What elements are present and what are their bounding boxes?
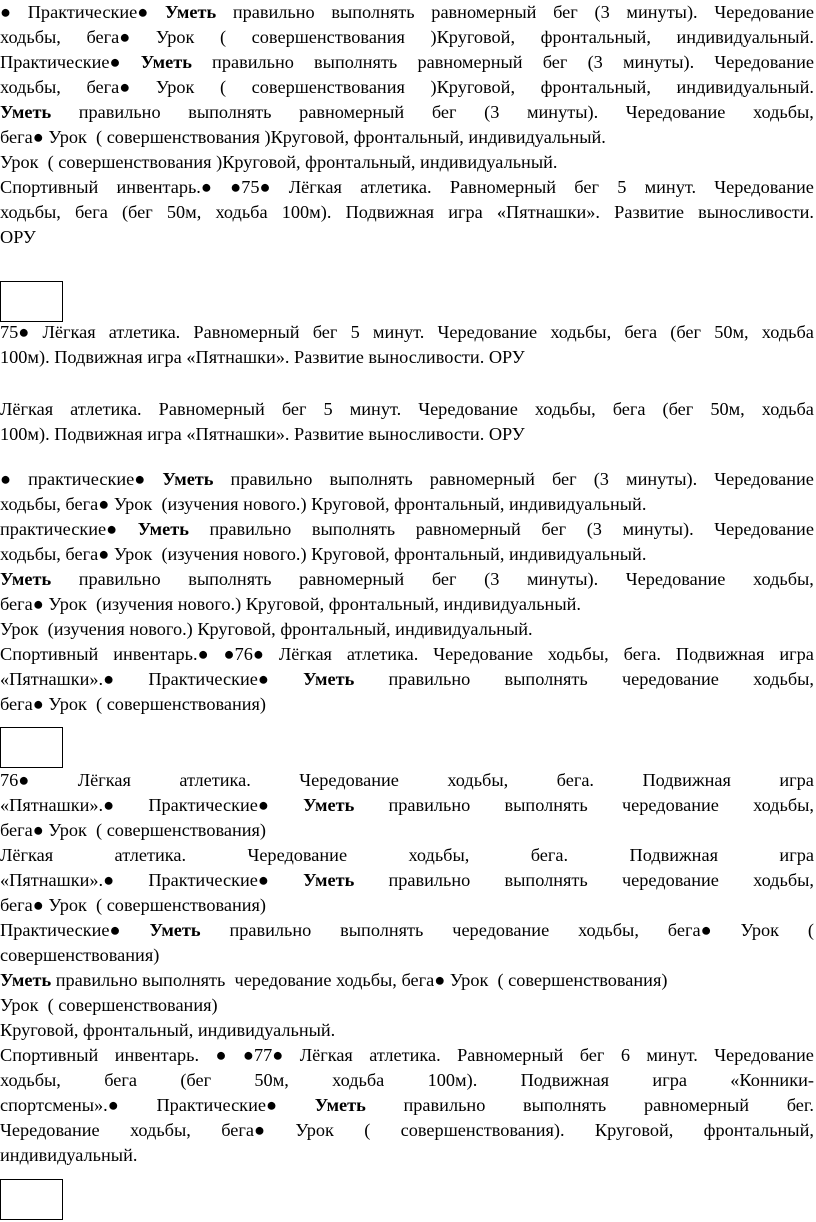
word: равномерный	[643, 1095, 750, 1115]
word: выполнять	[331, 2, 415, 22]
word: бега.	[530, 845, 569, 865]
word: ходьбы,	[753, 102, 814, 122]
word: выполнять	[504, 795, 588, 815]
word: Практические●	[156, 1095, 278, 1115]
word: Уметь	[149, 920, 201, 940]
word: бег	[281, 399, 307, 419]
word: ходьбы,	[408, 845, 470, 865]
word: равномерный	[429, 469, 535, 489]
word: совершенствования	[251, 77, 405, 97]
word: равномерный	[299, 569, 405, 589]
word: бега●	[221, 1120, 266, 1140]
word: Уметь	[303, 870, 355, 890]
text-line: совершенствования)	[0, 945, 160, 965]
word: ●	[0, 469, 12, 489]
word: минут.	[646, 1045, 698, 1065]
word: Практические●	[0, 52, 121, 72]
word: игра	[779, 644, 814, 664]
word: (	[807, 920, 814, 940]
word: минут.	[372, 322, 425, 342]
word: Чередование	[437, 322, 538, 342]
word: Лёгкая	[42, 322, 96, 342]
word: Уметь	[140, 52, 192, 72]
word: бега	[75, 202, 108, 222]
word: Равномерный	[193, 322, 300, 342]
word: (3	[593, 469, 609, 489]
word: Практические●	[148, 669, 269, 689]
word: )Круговой,	[430, 27, 516, 47]
word: игра	[779, 845, 814, 865]
word: 5	[323, 399, 333, 419]
word: бега	[624, 322, 658, 342]
word: ходьбы,	[578, 920, 639, 940]
word: Уметь	[314, 1095, 366, 1115]
word: минуты).	[622, 519, 694, 539]
word: 50м,	[166, 202, 202, 222]
word: атлетика.	[179, 770, 251, 790]
word: правильно	[230, 469, 313, 489]
word: 50м,	[254, 1070, 289, 1090]
word: фронтальный,	[540, 27, 651, 47]
word: ходьбы,	[753, 870, 814, 890]
text-block-5	[0, 768, 814, 1168]
word: Чередование	[714, 469, 814, 489]
word: правильно	[388, 870, 471, 890]
word: Подвижная	[675, 644, 765, 664]
word: Подвижная	[629, 845, 718, 865]
text-line	[0, 517, 814, 542]
word: Практические●	[27, 2, 149, 22]
word: Равномерный	[449, 177, 557, 197]
word: Урок	[295, 1120, 334, 1140]
word: минут.	[644, 177, 697, 197]
word: Лёгкая	[77, 770, 131, 790]
empty-table-cell	[0, 727, 63, 768]
word: ходьба	[761, 322, 814, 342]
word: равномерный	[417, 52, 523, 72]
text-line: ходьбы, бега● Урок (изучения нового.) Круговой, фронтальный, индивидуальный.	[0, 544, 647, 564]
text-line: бега● Урок ( совершенствования)	[0, 694, 267, 714]
word: (бег	[670, 322, 702, 342]
word: Лёгкая	[288, 177, 342, 197]
text-line	[0, 1118, 814, 1143]
word: выполнять	[329, 469, 413, 489]
word: Развитие	[614, 202, 684, 222]
word: (3	[586, 519, 602, 539]
word: минуты).	[626, 2, 698, 22]
word: Уметь	[0, 102, 52, 122]
text-line: Урок ( совершенствования)	[0, 995, 218, 1015]
text-line: Уметь правильно выполнять чередование ходьбы, бега● Урок ( совершенствования)	[0, 970, 668, 990]
text-line	[0, 768, 814, 793]
word: инвентарь.	[114, 1045, 200, 1065]
text-line	[0, 0, 814, 25]
word: Чередование	[714, 52, 814, 72]
word: Уметь	[162, 469, 214, 489]
word: выполнять	[311, 519, 396, 539]
text-block-1	[0, 0, 814, 250]
text-line	[0, 567, 814, 592]
word: Чередование	[418, 399, 518, 419]
word: бега.	[556, 770, 594, 790]
word: ходьбы,	[129, 1120, 191, 1140]
word: индивидуальный.	[676, 77, 814, 97]
word: ●76●	[223, 644, 264, 664]
word: 50м,	[710, 399, 745, 419]
word: атлетика.	[70, 399, 142, 419]
word: 5	[617, 177, 627, 197]
word: Равномерный	[457, 1045, 564, 1065]
word: правильно	[78, 569, 161, 589]
word: Чередование	[714, 1045, 814, 1065]
word: )Круговой,	[430, 77, 516, 97]
text-line: бега● Урок ( совершенствования )Круговой, фронтальный, индивидуальный.	[0, 127, 606, 147]
word: «Пятнашки».●	[0, 669, 115, 689]
word: (	[219, 27, 227, 47]
word: Лёгкая	[0, 399, 54, 419]
word: совершенствования).	[400, 1120, 565, 1140]
word: 6	[620, 1045, 630, 1065]
word: Урок	[155, 27, 195, 47]
word: ходьбы,	[447, 770, 509, 790]
word: атлетика.	[360, 177, 432, 197]
text-line: ОРУ	[0, 227, 36, 247]
word: фронтальный,	[540, 77, 651, 97]
word: Круговой,	[594, 1120, 674, 1140]
word: бег	[312, 322, 338, 342]
word: спортсмены».●	[0, 1095, 119, 1115]
word: ходьбы,	[0, 77, 61, 97]
word: минуты).	[526, 569, 599, 589]
word: Чередование	[0, 1120, 100, 1140]
text-line: ходьбы, бега● Урок (изучения нового.) Круговой, фронтальный, индивидуальный.	[0, 494, 647, 514]
empty-table-cell	[0, 281, 63, 322]
word: выполнять	[523, 1095, 607, 1115]
word: игра	[779, 770, 814, 790]
word: Подвижная	[642, 770, 731, 790]
word: выполнять	[314, 52, 398, 72]
word: бег	[431, 102, 457, 122]
word: игра	[652, 1070, 687, 1090]
word: Практические●	[148, 795, 269, 815]
word: выполнять	[504, 870, 588, 890]
word: правильно	[209, 519, 292, 539]
text-line	[0, 320, 814, 345]
text-block-4	[0, 467, 814, 717]
word: минуты).	[622, 52, 695, 72]
word: правильно	[212, 52, 294, 72]
word: бег	[553, 2, 578, 22]
word: индивидуальный.	[676, 27, 814, 47]
word: Равномерный	[158, 399, 265, 419]
word: выносливости.	[698, 202, 814, 222]
word: выполнять	[340, 920, 424, 940]
word: правильно	[388, 669, 471, 689]
word: (	[219, 77, 227, 97]
text-line	[0, 397, 814, 422]
word: бег	[551, 469, 577, 489]
word: Чередование	[714, 2, 814, 22]
word: минуты).	[626, 469, 698, 489]
word: 5	[350, 322, 360, 342]
word: фронтальный,	[703, 1120, 814, 1140]
word: правильно	[232, 2, 315, 22]
word: Чередование	[714, 519, 814, 539]
word: «Конники-	[730, 1070, 814, 1090]
word: атлетика.	[114, 845, 187, 865]
word: правильно	[78, 102, 161, 122]
text-line: бега● Урок ( совершенствования)	[0, 895, 267, 915]
word: (бег	[662, 399, 694, 419]
word: атлетика.	[108, 322, 181, 342]
word: выполнять	[188, 102, 272, 122]
word: Чередование	[433, 644, 533, 664]
word: бег	[541, 519, 567, 539]
word: ходьбы,	[753, 795, 814, 815]
word: (3	[587, 52, 603, 72]
word: (3	[484, 569, 500, 589]
word: Практические●	[0, 920, 121, 940]
text-line	[0, 918, 814, 943]
word: игра	[448, 202, 483, 222]
word: Подвижная	[345, 202, 435, 222]
word: 100м).	[281, 202, 332, 222]
word: ходьбы,	[547, 644, 609, 664]
text-block-2	[0, 320, 814, 370]
word: чередование	[621, 669, 719, 689]
word: ходьбы,	[753, 569, 814, 589]
word: инвентарь.●	[116, 177, 212, 197]
word: чередование	[621, 795, 719, 815]
word: бега●	[667, 920, 712, 940]
text-line	[0, 1093, 814, 1118]
word: Практические●	[148, 870, 269, 890]
word: Уметь	[165, 2, 217, 22]
word: Чередование	[247, 845, 348, 865]
word: 76●	[0, 770, 30, 790]
word: равномерный	[431, 2, 537, 22]
word: 100м).	[427, 1070, 478, 1090]
word: (	[364, 1120, 371, 1140]
word: Спортивный	[0, 1045, 99, 1065]
word: бега.	[623, 644, 661, 664]
word: бега	[612, 399, 646, 419]
word: атлетика.	[346, 644, 419, 664]
word: «Пятнашки».●	[0, 870, 115, 890]
text-line	[0, 642, 814, 667]
text-line	[0, 793, 814, 818]
word: правильно	[403, 1095, 486, 1115]
word: чередование	[621, 870, 719, 890]
word: Лёгкая	[299, 1045, 353, 1065]
word: (3	[484, 102, 500, 122]
text-line: Урок ( совершенствования )Круговой, фронтальный, индивидуальный.	[0, 152, 558, 172]
text-line	[0, 75, 814, 100]
word: ходьба	[332, 1070, 385, 1090]
text-block-3	[0, 397, 814, 447]
word: ●75●	[230, 177, 271, 197]
word: «Пятнашки».	[496, 202, 600, 222]
word: 75●	[0, 322, 30, 342]
word: бег	[542, 52, 568, 72]
word: правильно	[388, 795, 471, 815]
word: выполнять	[504, 669, 588, 689]
text-line: бега● Урок ( совершенствования)	[0, 820, 267, 840]
word: Лёгкая	[278, 644, 332, 664]
word: Подвижная	[520, 1070, 610, 1090]
word: Уметь	[303, 795, 355, 815]
text-line: 100м). Подвижная игра «Пятнашки». Развитие выносливости. ОРУ	[0, 347, 525, 367]
word: равномерный	[415, 519, 521, 539]
word: равномерный	[299, 102, 405, 122]
word: Спортивный	[0, 177, 99, 197]
word: минуты).	[526, 102, 599, 122]
word: бег	[431, 569, 457, 589]
text-line	[0, 667, 814, 692]
word: (3	[594, 2, 610, 22]
word: ходьбы,	[0, 27, 61, 47]
text-line	[0, 1068, 814, 1093]
word: ●	[0, 2, 12, 22]
text-line	[0, 467, 814, 492]
word: практические●	[0, 519, 118, 539]
text-line	[0, 50, 814, 75]
word: бега●	[86, 77, 131, 97]
word: бега	[104, 1070, 137, 1090]
word: ходьбы,	[550, 322, 612, 342]
word: бега●	[86, 27, 131, 47]
word: Чередование	[714, 177, 814, 197]
text-line: бега● Урок (изучения нового.) Круговой, фронтальный, индивидуальный.	[0, 594, 581, 614]
word: бег	[574, 177, 599, 197]
word: (бег	[121, 202, 153, 222]
word: ходьбы,	[0, 1070, 61, 1090]
word: (бег	[180, 1070, 212, 1090]
word: чередование	[452, 920, 550, 940]
word: Уметь	[0, 569, 52, 589]
word: ходьбы,	[0, 202, 61, 222]
word: Уметь	[137, 519, 189, 539]
word: совершенствования	[251, 27, 405, 47]
word: Урок	[155, 77, 195, 97]
text-line: Круговой, фронтальный, индивидуальный.	[0, 1020, 336, 1040]
word: «Пятнашки».●	[0, 795, 115, 815]
word: ходьба	[761, 399, 814, 419]
empty-table-cell	[0, 1179, 63, 1220]
text-line	[0, 843, 814, 868]
word: 50м,	[714, 322, 749, 342]
word: бег.	[786, 1095, 814, 1115]
word: Урок	[740, 920, 779, 940]
text-line	[0, 1043, 814, 1068]
word: ходьбы,	[534, 399, 596, 419]
text-line	[0, 868, 814, 893]
text-line: Урок (изучения нового.) Круговой, фронтальный, индивидуальный.	[0, 619, 533, 639]
word: ходьба	[215, 202, 268, 222]
word: ●	[215, 1045, 227, 1065]
word: атлетика.	[369, 1045, 441, 1065]
word: Спортивный	[0, 644, 99, 664]
word: ходьбы,	[753, 669, 814, 689]
word: Чередование	[299, 770, 399, 790]
word: минут.	[349, 399, 402, 419]
word: правильно	[229, 920, 312, 940]
word: Чередование	[625, 569, 726, 589]
text-line: индивидуальный.	[0, 1145, 138, 1165]
text-line: 100м). Подвижная игра «Пятнашки». Развитие выносливости. ОРУ	[0, 424, 525, 444]
text-line	[0, 200, 814, 225]
text-line	[0, 100, 814, 125]
word: инвентарь.●	[113, 644, 209, 664]
word: Лёгкая	[0, 845, 54, 865]
text-line	[0, 175, 814, 200]
word: ●77●	[242, 1045, 284, 1065]
text-line	[0, 25, 814, 50]
word: Чередование	[625, 102, 726, 122]
word: бег	[579, 1045, 605, 1065]
word: выполнять	[188, 569, 272, 589]
word: практические●	[28, 469, 146, 489]
word: Уметь	[303, 669, 355, 689]
